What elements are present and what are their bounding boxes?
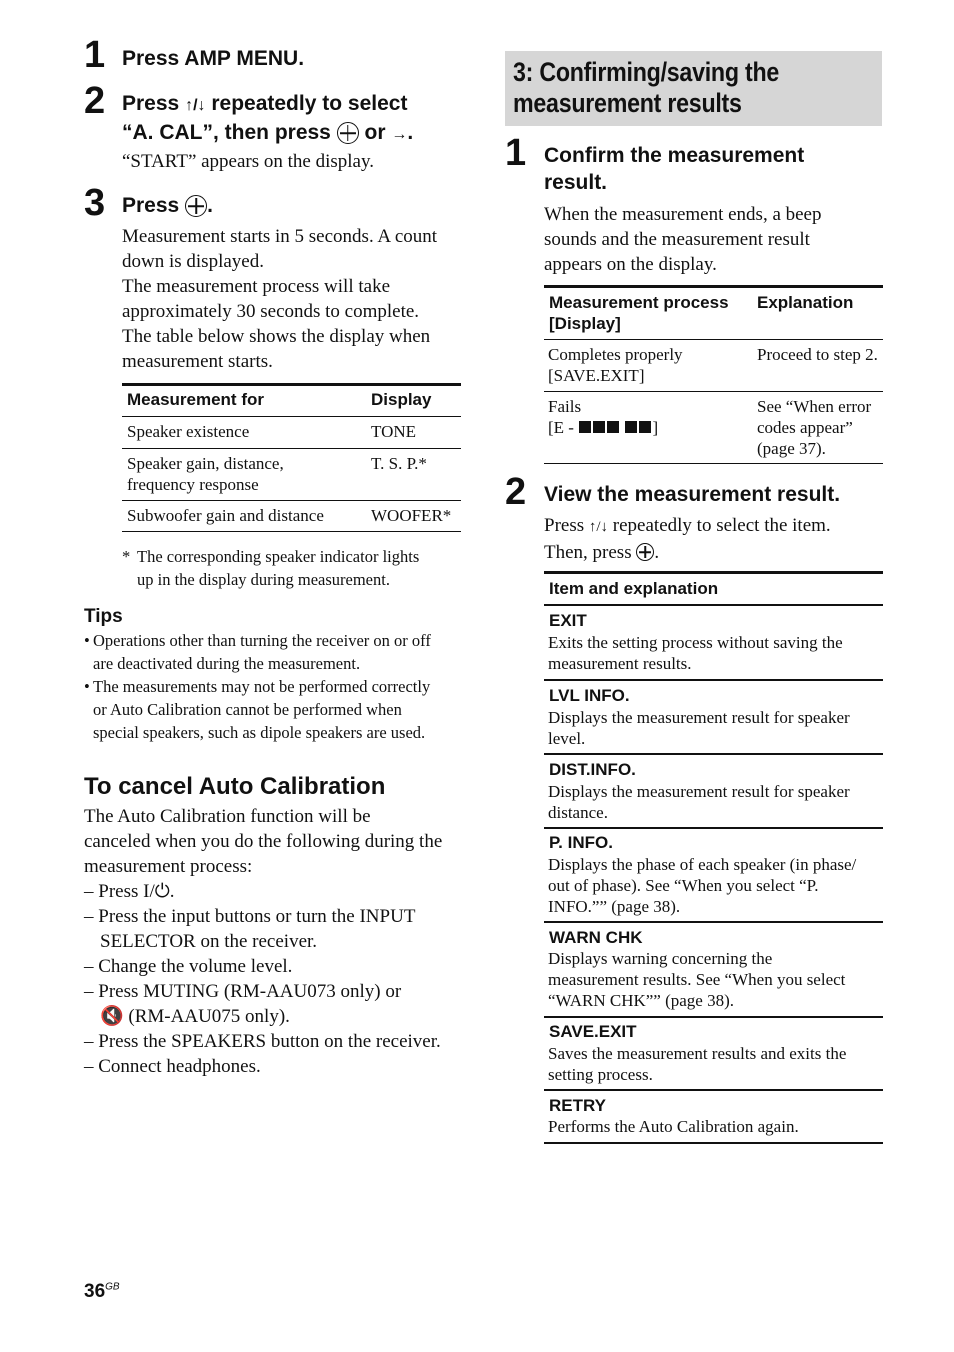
table-cell: See “When error codes appear” (page 37). <box>757 397 872 458</box>
section-title: measurement results <box>513 88 742 118</box>
step-heading: Press . <box>122 194 213 217</box>
step-number: 1 <box>84 34 106 76</box>
table-header: Measurement for <box>127 390 264 409</box>
right-arrow-icon: → <box>391 126 408 143</box>
enter-jog-icon <box>337 122 359 144</box>
table-cell: WOOFER* <box>371 506 452 525</box>
item-name: P. INFO. <box>549 833 613 852</box>
item-name: DIST.INFO. <box>549 760 636 779</box>
item-desc: Displays the measurement result for speaker level. <box>548 708 850 748</box>
bullet: • <box>84 631 90 650</box>
error-code-blocks <box>578 418 652 437</box>
step-body: Measurement starts in 5 seconds. A count down is displayed. The measurement process will take approximately 30 seconds to complete. The table below shows the display when measurement starts. <box>122 226 438 372</box>
cancel-list: – Press I/⏻. – Press the input buttons or turn the INPUT SELECTOR on the receiver. – Change the volume level. – Press MUTING (RM-AAU073 only) or 🔇 (RM-AAU075 only). – Press the SPEAKERS button on the receiver. – Connect headphones. <box>84 879 469 1079</box>
step-body: “START” appears on the display. <box>122 151 375 172</box>
list-item: – Press I/⏻. <box>84 881 175 902</box>
step-body: Press ↑/↓ repeatedly to select the item. Then, press . <box>544 515 831 563</box>
step-number: 1 <box>505 132 527 174</box>
tip-item: Operations other than turning the receiver on or off are deactivated during the measurement. <box>93 631 431 673</box>
section-heading: To cancel Auto Calibration <box>84 773 386 800</box>
list-item: – Connect headphones. <box>84 1056 261 1077</box>
table-header: Item and explanation <box>549 579 719 598</box>
item-name: WARN CHK <box>549 928 643 947</box>
section-title: 3: Confirming/saving the <box>513 57 780 87</box>
enter-jog-icon <box>185 195 207 217</box>
list-item: – Press the SPEAKERS button on the receiver. <box>84 1031 441 1052</box>
table-cell: TONE <box>371 422 417 441</box>
list-item: – Press MUTING (RM-AAU073 only) or <box>84 981 402 1002</box>
item-name: EXIT <box>549 611 587 630</box>
list-item: – Press the input buttons or turn the INPUT <box>84 906 416 927</box>
section-title-bar <box>505 51 882 126</box>
step-heading: Confirm the measurement result. <box>544 144 805 194</box>
item-name: RETRY <box>549 1096 606 1115</box>
step-number: 3 <box>84 182 106 224</box>
item-desc: Performs the Auto Calibration again. <box>548 1117 799 1136</box>
step-heading: Press AMP MENU. <box>122 47 305 70</box>
step-body: When the measurement ends, a beep sounds and the measurement result appears on the display. <box>544 204 822 275</box>
step-heading: View the measurement result. <box>544 483 841 506</box>
step-number: 2 <box>505 471 527 513</box>
item-desc: Displays the measurement result for speaker distance. <box>548 782 850 822</box>
table-cell: Completes properly [SAVE.EXIT] <box>548 345 683 385</box>
table-header: Explanation <box>757 293 854 312</box>
item-name: LVL INFO. <box>549 686 630 705</box>
table-header: Measurement process [Display] <box>549 293 729 333</box>
step-heading: Press ↑/↓ repeatedly to select “A. CAL”, then press or →. <box>122 92 414 144</box>
page-number: $36^{GB}$ <box>84 1281 120 1302</box>
table-cell: Speaker existence <box>127 422 250 441</box>
item-name: SAVE.EXIT <box>549 1022 637 1041</box>
bullet: • <box>84 677 90 696</box>
item-desc: Saves the measurement results and exits the setting process. <box>548 1044 847 1084</box>
table-header: Display <box>371 390 432 409</box>
item-desc: Displays warning concerning the measurement results. See “When you select “WARN CHK”” (page 38). <box>548 949 846 1010</box>
section-intro: The Auto Calibration function will be canceled when you do the following during the measurement process: <box>84 806 443 877</box>
table-cell: Proceed to step 2. <box>757 345 878 364</box>
step-number: 2 <box>84 80 106 122</box>
table-cell: Fails [E - ] <box>548 397 659 437</box>
item-desc: Exits the setting process without saving the measurement results. <box>548 633 843 673</box>
tips-title: Tips <box>84 606 123 627</box>
enter-jog-icon <box>636 543 654 561</box>
up-down-arrow-icon: ↑/↓ <box>185 97 206 114</box>
item-desc: Displays the phase of each speaker (in phase/ out of phase). See “When you select “P. INFO.”” (page 38). <box>548 855 857 916</box>
table-cell: Speaker gain, distance, frequency response <box>127 454 284 494</box>
up-down-arrow-icon: ↑/↓ <box>588 519 609 535</box>
table-cell: T. S. P.* <box>371 454 427 473</box>
tip-item: The measurements may not be performed correctly or Auto Calibration cannot be performed when special speakers, such as dipole speakers are used. <box>93 677 431 742</box>
list-item: – Change the volume level. <box>84 956 293 977</box>
table-cell: Subwoofer gain and distance <box>127 506 324 525</box>
